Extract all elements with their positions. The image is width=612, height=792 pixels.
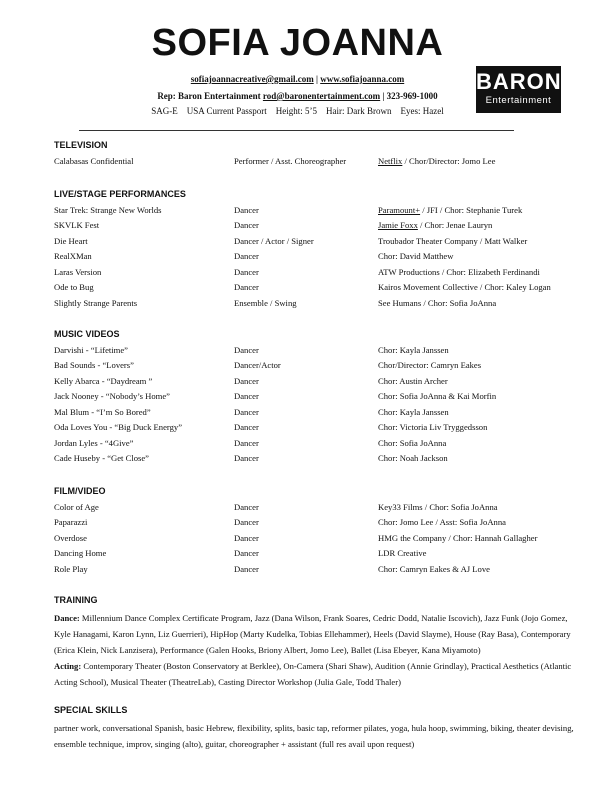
- company-detail: Chor: Kayla Janssen: [378, 406, 449, 417]
- credit-company: [378, 436, 446, 452]
- credit-title: Laras Version: [54, 266, 102, 277]
- credit-row: [54, 451, 574, 467]
- credit-title: Die Heart: [54, 235, 88, 246]
- section-heading: LIVE/STAGE PERFORMANCES: [54, 189, 186, 199]
- credit-row: [54, 515, 574, 531]
- credit-row: [54, 562, 574, 578]
- credit-company: [378, 358, 481, 374]
- credit-company: [378, 531, 537, 547]
- credit-title: RealXMan: [54, 251, 92, 261]
- credit-title: Darvishi - “Lifetime”: [54, 344, 128, 355]
- baron-logo: [476, 66, 561, 113]
- credit-row: [54, 154, 574, 170]
- credit-company: [378, 203, 522, 219]
- company-detail: Chor: Noah Jackson: [378, 453, 448, 463]
- company-detail: LDR Creative: [378, 548, 427, 558]
- credit-company: [378, 265, 540, 281]
- credit-company: [378, 280, 551, 296]
- credit-role: Dancer: [234, 251, 259, 261]
- credit-row: [54, 234, 574, 250]
- credit-title: Overdose: [54, 532, 87, 543]
- credit-row: [54, 265, 574, 281]
- company-detail: Troubador Theater Company / Matt Walker: [378, 235, 528, 246]
- training-dance: [54, 610, 574, 659]
- website-link[interactable]: www.sofiajoanna.com: [320, 74, 405, 84]
- company-link[interactable]: Netflix: [378, 155, 403, 166]
- credit-row: [54, 405, 574, 421]
- company-detail: Chor: Austin Archer: [378, 375, 448, 386]
- credit-role: Dancer: [234, 406, 259, 417]
- credit-role: Ensemble / Swing: [234, 297, 297, 308]
- credit-row: [54, 374, 574, 390]
- credit-role: Performer / Asst. Choreographer: [234, 155, 347, 166]
- credit-role: Dancer: [234, 266, 259, 277]
- credit-role: Dancer: [234, 344, 259, 355]
- credit-row: [54, 358, 574, 374]
- credit-company: [378, 405, 449, 421]
- company-detail: HMG the Company / Chor: Hannah Gallagher: [378, 532, 538, 543]
- credit-list: [54, 203, 574, 312]
- email-link[interactable]: sofiajoannacreative@gmail.com: [190, 74, 314, 84]
- credit-company: [378, 374, 448, 390]
- company-detail: See Humans / Chor: Sofia JoAnna: [378, 297, 497, 308]
- company-detail: Chor: Sofia JoAnna & Kai Morfin: [378, 391, 497, 401]
- training-acting: [54, 658, 574, 690]
- company-detail: Kairos Movement Collective / Chor: Kaley Logan: [378, 282, 551, 292]
- logo-line2: Entertainment: [485, 95, 552, 106]
- credit-company: [378, 249, 453, 265]
- company-detail: / Chor: Jenae Lauryn: [417, 220, 493, 230]
- credit-title: Jack Nooney - “Nobody’s Home”: [54, 391, 170, 401]
- company-detail: Chor: David Matthew: [378, 251, 454, 261]
- credit-row: [54, 389, 574, 405]
- credit-row: [54, 500, 574, 516]
- credit-company: [378, 154, 495, 170]
- section-heading: TRAINING: [54, 595, 98, 605]
- credit-title: Slightly Strange Parents: [54, 297, 138, 308]
- company-detail: Chor: Sofia JoAnna: [378, 437, 447, 448]
- credit-title: Cade Huseby - “Get Close”: [54, 453, 149, 463]
- credit-title: Paparazzi: [54, 517, 88, 527]
- credit-title: SKVLK Fest: [54, 220, 100, 230]
- credit-row: [54, 436, 574, 452]
- credit-company: [378, 546, 426, 562]
- credit-row: [54, 343, 574, 359]
- dance-label: Dance:: [54, 612, 80, 623]
- credit-list: [54, 500, 574, 578]
- credit-company: [378, 500, 498, 516]
- stats-line: SAG-E USA Current Passport Height: 5’5 Hair: Dark Brown Eyes: Hazel: [151, 106, 444, 116]
- section-heading: FILM/VIDEO: [54, 486, 106, 496]
- credit-company: [378, 234, 527, 250]
- header-divider: [79, 130, 514, 131]
- rep-phone: | 323-969-1000: [380, 91, 438, 101]
- company-detail: ATW Productions / Chor: Elizabeth Ferdinandi: [378, 266, 540, 277]
- credit-role: Dancer: [234, 437, 259, 448]
- skills-text: partner work, conversational Spanish, basic Hebrew, flexibility, splits, basic tap, reformer pilates, yoga, hula hoop, swimming, biking, theater devising, ensemble technique, improv, singing (alto), guitar, choreographer + assistant (full res avail upon request): [54, 722, 574, 749]
- logo-line1: BARON: [476, 69, 562, 94]
- dance-text: Millennium Dance Complex Certificate Program, Jazz (Dana Wilson, Frank Soares, Cedric Dodd, Natalie Iscovich), Jazz Funk (Jojo Gomez, Kyle Hanagami, Karon Lynn, Liz Guerrieri), HipHop (Marty Kudelka, Tobias Ellehammer), Heels (David Slayme), House (Ray Basa), Contemporary (Erica Klein, Nick Lanzisera), Performance (Galen Hooks, Briony Albert, Jomo Lee), Ballet (Lisa Ebeyer, Kana Miyamoto): [54, 612, 571, 655]
- credit-row: [54, 546, 574, 562]
- credit-row: [54, 249, 574, 265]
- credit-role: Dancer: [234, 391, 259, 401]
- acting-label: Acting:: [54, 661, 82, 672]
- credit-company: [378, 389, 496, 405]
- company-detail: Chor: Camryn Eakes & AJ Love: [378, 563, 490, 574]
- credit-role: Dancer: [234, 501, 259, 512]
- credit-title: Oda Loves You - “Big Duck Energy”: [54, 422, 183, 432]
- credit-row: [54, 280, 574, 296]
- credit-role: Dancer: [234, 532, 259, 543]
- company-detail: / JFI / Chor: Stephanie Turek: [420, 204, 523, 215]
- credit-role: Dancer: [234, 204, 259, 215]
- credit-company: [378, 515, 506, 531]
- credit-title: Role Play: [54, 563, 88, 574]
- section-training: [54, 593, 574, 691]
- section-heading: MUSIC VIDEOS: [54, 329, 120, 339]
- section-live-stage: [54, 187, 574, 311]
- credit-role: Dancer: [234, 375, 259, 386]
- credit-title: Dancing Home: [54, 548, 107, 558]
- company-detail: Key33 Films / Chor: Sofia JoAnna: [378, 501, 498, 512]
- credit-title: Jordan Lyles - “4Give”: [54, 437, 134, 448]
- credit-role: Dancer/Actor: [234, 360, 281, 370]
- credit-role: Dancer: [234, 563, 259, 574]
- section-heading: TELEVISION: [54, 140, 108, 150]
- company-detail: Chor: Jomo Lee / Asst: Sofia JoAnna: [378, 517, 506, 527]
- company-detail: Chor: Kayla Janssen: [378, 344, 449, 355]
- credit-title: Mal Blum - “I’m So Bored”: [54, 406, 151, 417]
- credit-role: Dancer: [234, 282, 259, 292]
- credit-title: Bad Sounds - “Lovers”: [54, 360, 134, 370]
- credit-title: Color of Age: [54, 501, 99, 512]
- credit-role: Dancer: [234, 548, 259, 558]
- credit-list: [54, 154, 574, 170]
- section-special-skills: [54, 703, 574, 752]
- credit-title: Ode to Bug: [54, 282, 94, 292]
- company-detail: / Chor/Director: Jomo Lee: [402, 155, 496, 166]
- section-music-videos: [54, 327, 574, 467]
- separator: |: [313, 74, 321, 84]
- credit-role: Dancer: [234, 517, 259, 527]
- acting-text: Contemporary Theater (Boston Conservatory at Berklee), On-Camera (Shari Shaw), Audition (Annie Grindlay), Practical Aesthetics (Atlantic Acting School), Musical Theater (TheatreLab), Casting Director Workshop (Julia Gale, Todd Thaler): [54, 661, 572, 688]
- rep-label: Rep: Baron Entertainment: [157, 91, 263, 101]
- company-link[interactable]: Jamie Foxx: [378, 220, 418, 230]
- credit-title: Star Trek: Strange New Worlds: [54, 204, 162, 215]
- credit-row: [54, 296, 574, 312]
- credit-role: Dancer: [234, 422, 259, 432]
- credit-company: [378, 296, 496, 312]
- credit-company: [378, 451, 448, 467]
- credit-company: [378, 420, 487, 436]
- company-detail: Chor: Victoria Liv Tryggedsson: [378, 422, 488, 432]
- section-heading: SPECIAL SKILLS: [54, 705, 128, 715]
- credit-role: Dancer: [234, 453, 259, 463]
- company-link[interactable]: Paramount+: [378, 204, 421, 215]
- credit-row: [54, 203, 574, 219]
- resume-name: SOFIA JOANNA: [151, 22, 444, 64]
- credit-company: [378, 562, 490, 578]
- credit-row: [54, 420, 574, 436]
- credit-role: Dancer: [234, 220, 259, 230]
- credit-company: [378, 218, 492, 234]
- credit-row: [54, 218, 574, 234]
- credit-company: [378, 343, 449, 359]
- company-detail: Chor/Director: Camryn Eakes: [378, 360, 482, 370]
- credit-row: [54, 531, 574, 547]
- section-television: [54, 138, 574, 169]
- section-film-video: [54, 484, 574, 577]
- rep-email-link[interactable]: rod@baronentertainment.com: [262, 91, 381, 101]
- credit-title: Calabasas Confidential: [54, 155, 134, 166]
- credit-list: [54, 343, 574, 467]
- credit-role: Dancer / Actor / Signer: [234, 235, 314, 246]
- credit-title: Kelly Abarca - “Daydream ”: [54, 375, 153, 386]
